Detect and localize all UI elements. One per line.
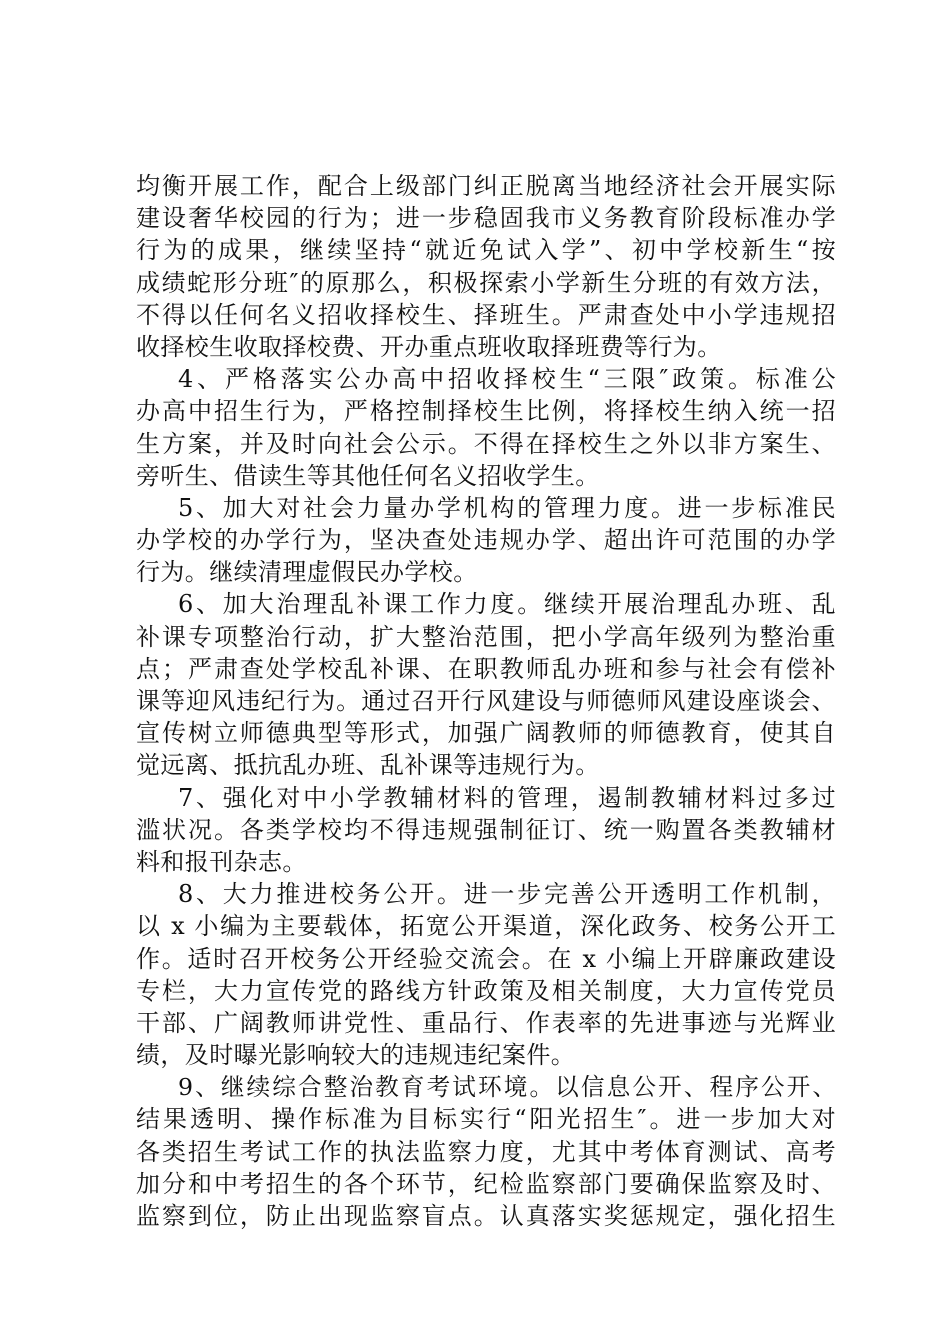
text-line: 行为的成果，继续坚持“就近免试入学”、初中学校新生“按 xyxy=(136,236,836,265)
text-line: 旁听生、借读生等其他任何名义招收学生。 xyxy=(136,461,600,490)
text-line: 行为。继续清理虚假民办学校。 xyxy=(136,558,478,587)
text-line: 8、大力推进校务公开。进一步完善公开透明工作机制， xyxy=(178,880,836,909)
text-line: 课等迎风违纪行为。通过召开行风建设与师德师风建设座谈会、 xyxy=(136,687,836,715)
text-line: 办高中招生行为，严格控制择校生比例，将择校生纳入统一招 xyxy=(136,397,836,426)
text-line: 5、加大对社会力量办学机构的管理力度。进一步标准民 xyxy=(178,493,836,522)
text-line: 专栏，大力宣传党的路线方针政策及相关制度，大力宣传党员 xyxy=(136,976,836,1005)
text-line: 不得以任何名义招收择校生、择班生。严肃查处中小学违规招 xyxy=(136,300,836,329)
text-line: 9、继续综合整治教育考试环境。以信息公开、程序公开、 xyxy=(178,1073,836,1102)
text-line: 各类招生考试工作的执法监察力度，尤其中考体育测试、高考 xyxy=(136,1137,836,1166)
text-line: 办学校的办学行为，坚决查处违规办学、超出许可范围的办学 xyxy=(136,526,836,555)
text-line: 收择校生收取择校费、开办重点班收取择班费等行为。 xyxy=(136,332,722,361)
text-line: 宣传树立师德典型等形式，加强广阔教师的师德教育，使其自 xyxy=(136,719,836,748)
document-body xyxy=(136,170,836,1232)
text-line: 均衡开展工作，配合上级部门纠正脱离当地经济社会开展实际 xyxy=(136,172,836,200)
text-line: 加分和中考招生的各个环节，纪检监察部门要确保监察及时、 xyxy=(136,1169,836,1198)
text-line: 以 x 小编为主要载体，拓宽公开渠道，深化政务、校务公开工 xyxy=(136,912,836,941)
text-line: 料和报刊杂志。 xyxy=(136,847,307,876)
text-line: 6、加大治理乱补课工作力度。继续开展治理乱办班、乱 xyxy=(178,590,836,619)
text-line: 作。适时召开校务公开经验交流会。在 x 小编上开辟廉政建设 xyxy=(136,944,836,973)
text-line: 补课专项整治行动，扩大整治范围，把小学高年级列为整治重 xyxy=(136,622,836,651)
text-line: 觉远离、抵抗乱办班、乱补课等违规行为。 xyxy=(136,751,600,780)
text-line: 点；严肃查处学校乱补课、在职教师乱办班和参与社会有偿补 xyxy=(136,654,836,683)
text-line: 生方案，并及时向社会公示。不得在择校生之外以非方案生、 xyxy=(136,429,836,458)
text-line: 4、严格落实公办高中招收择校生“三限″政策。标准公 xyxy=(178,365,836,394)
text-line: 建设奢华校园的行为；进一步稳固我市义务教育阶段标准办学 xyxy=(136,204,836,233)
text-line: 滥状况。各类学校均不得违规强制征订、统一购置各类教辅材 xyxy=(136,815,836,844)
text-line: 7、强化对中小学教辅材料的管理，遏制教辅材料过多过 xyxy=(178,783,836,812)
text-line: 绩，及时曝光影响较大的违规违纪案件。 xyxy=(136,1041,576,1070)
text-line: 成绩蛇形分班″的原那么，积极探索小学新生分班的有效方法， xyxy=(136,268,836,297)
text-line: 监察到位，防止出现监察盲点。认真落实奖惩规定，强化招生 xyxy=(136,1202,836,1230)
text-line: 结果透明、操作标准为目标实行“阳光招生″。进一步加大对 xyxy=(136,1105,836,1134)
text-line: 干部、广阔教师讲党性、重品行、作表率的先进事迹与光辉业 xyxy=(136,1008,836,1037)
